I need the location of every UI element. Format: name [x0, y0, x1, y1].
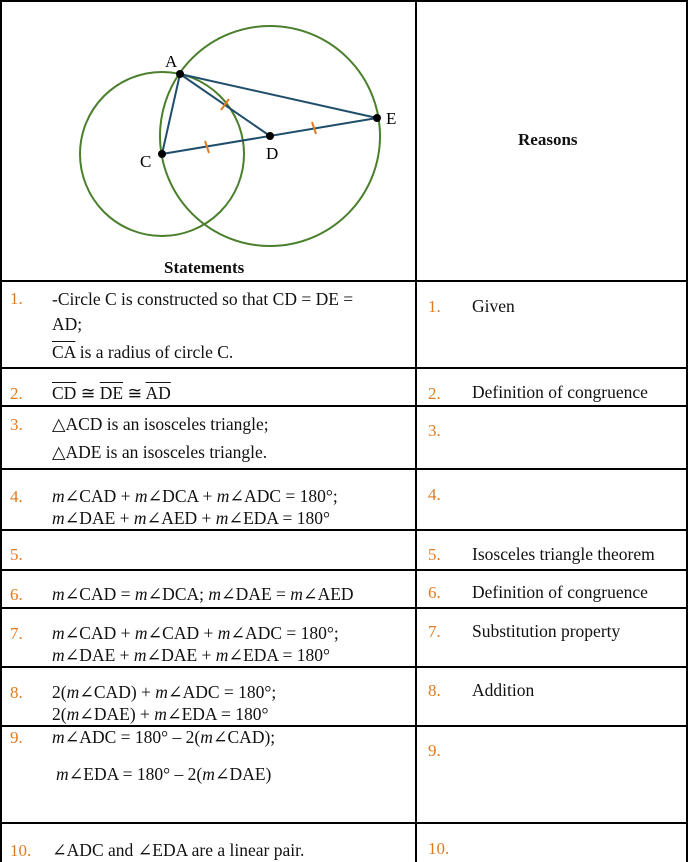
measure-symbol: m [216, 486, 230, 506]
reason-number: 3. [428, 421, 441, 440]
statement-fragment: ∠ADC = 180° – 2( [64, 727, 201, 747]
statement-fragment: ∠DAE + [64, 645, 134, 665]
measure-symbol: m [134, 486, 148, 506]
statement-fragment: 2( [52, 704, 67, 724]
segment-notation: $\overline{AD}$ [145, 383, 171, 403]
statement-text: ∠ADC and ∠EDA are a linear pair. [52, 840, 305, 860]
statement-text [52, 682, 276, 703]
statement-text: AD; [52, 314, 83, 334]
reasons-header: Reasons [518, 130, 578, 149]
measure-symbol: m [134, 584, 148, 604]
statement-fragment: ∠CAD) + [79, 682, 156, 702]
statement-text [52, 704, 268, 725]
statement-text [52, 342, 233, 363]
statement-number: 8. [10, 683, 23, 702]
statement-fragment: ∠DAE) [214, 764, 272, 784]
row-divider [0, 468, 688, 470]
measure-symbol: m [155, 682, 168, 702]
statement-fragment: ∠AED + [146, 508, 216, 528]
reason-number: 1. [428, 297, 441, 316]
label-a: A [165, 52, 178, 71]
point-c [158, 150, 166, 158]
statement-fragment: ∠CAD = [64, 584, 135, 604]
measure-symbol: m [52, 645, 65, 665]
congruence-symbol: ≅ [123, 383, 146, 403]
statement-fragment: ∠CAD + [147, 623, 218, 643]
reason-number: 9. [428, 741, 441, 760]
reason-text: Isosceles triangle theorem [472, 544, 655, 564]
statement-text [52, 645, 330, 666]
statement-fragment: ∠DAE + [64, 508, 134, 528]
statement-fragment: ∠DCA; [147, 584, 209, 604]
statement-number: 2. [10, 384, 23, 403]
measure-symbol: m [52, 623, 65, 643]
row-divider [0, 822, 688, 824]
statement-number: 7. [10, 624, 23, 643]
measure-symbol: m [66, 682, 80, 702]
label-c: C [140, 152, 152, 171]
statement-fragment: ∠DAE + [146, 645, 216, 665]
reason-number: 5. [428, 545, 441, 564]
reason-text: Given [472, 296, 515, 316]
measure-symbol: m [52, 508, 65, 528]
measure-symbol: m [134, 623, 148, 643]
statement-text: is a radius of circle C. [79, 342, 234, 362]
statement-fragment: ∠ADC = 180°; [230, 623, 339, 643]
segment-notation: $\overline{CA}$ [52, 342, 76, 362]
statement-text [56, 764, 271, 785]
measure-symbol: m [133, 645, 147, 665]
measure-symbol: m [66, 704, 80, 724]
point-e [373, 114, 381, 122]
reason-number: 10. [428, 839, 450, 858]
statement-text: -Circle C is constructed so that CD = DE = [52, 289, 354, 309]
statement-fragment: ∠CAD); [212, 727, 276, 747]
measure-symbol: m [133, 508, 147, 528]
measure-symbol: m [202, 764, 215, 784]
reason-number: 7. [428, 622, 441, 641]
measure-symbol: m [200, 727, 213, 747]
point-d [266, 132, 274, 140]
statement-number: 5. [10, 545, 23, 564]
measure-symbol: m [290, 584, 303, 604]
measure-symbol: m [217, 623, 231, 643]
statement-fragment: ∠EDA = 180° [228, 645, 330, 665]
statement-fragment: ∠EDA = 180° [166, 704, 269, 724]
statement-text: △ACD is an isosceles triangle; [52, 414, 269, 434]
reason-text: Addition [472, 680, 535, 700]
reason-number: 4. [428, 485, 441, 504]
measure-symbol: m [208, 584, 222, 604]
statement-number: 9. [10, 728, 23, 747]
measure-symbol: m [215, 645, 229, 665]
statement-text [52, 584, 354, 605]
statement-text [52, 383, 171, 404]
reason-number: 8. [428, 681, 441, 700]
label-e: E [386, 109, 397, 128]
statement-fragment: ∠AED [302, 584, 354, 604]
statement-fragment: ∠EDA = 180° [228, 508, 330, 528]
statement-fragment: ∠EDA = 180° – 2( [68, 764, 203, 784]
statement-fragment: ∠ADC = 180°; [167, 682, 277, 702]
label-d: D [266, 144, 279, 163]
point-a [176, 70, 184, 78]
measure-symbol: m [215, 508, 229, 528]
segment-ae [180, 74, 377, 118]
row-divider [0, 529, 688, 531]
statement-fragment: ∠CAD + [64, 486, 135, 506]
row-divider [0, 569, 688, 571]
statement-text [52, 486, 338, 507]
measure-symbol: m [56, 764, 69, 784]
statement-number: 6. [10, 585, 23, 604]
measure-symbol: m [52, 727, 65, 747]
statement-fragment: 2( [52, 682, 67, 702]
statement-text [52, 508, 330, 529]
statements-header: Statements [164, 258, 245, 277]
row-divider [0, 405, 688, 407]
measure-symbol: m [52, 486, 65, 506]
statement-fragment: ∠DAE) + [79, 704, 155, 724]
reason-number: 2. [428, 384, 441, 403]
circle-construction-figure [0, 0, 416, 282]
statement-number: 4. [10, 487, 23, 506]
segment-notation: $\overline{DE}$ [99, 383, 124, 403]
statement-fragment: ∠DAE = [221, 584, 291, 604]
measure-symbol: m [52, 584, 65, 604]
statement-number: 3. [10, 415, 23, 434]
reason-text: Definition of congruence [472, 582, 648, 602]
row-divider [0, 367, 688, 369]
statement-number: 10. [10, 841, 32, 860]
segment-notation: $\overline{CD}$ [52, 383, 77, 403]
statement-number: 1. [10, 289, 23, 308]
statement-text [52, 623, 339, 644]
statement-fragment: ∠CAD + [64, 623, 135, 643]
congruence-symbol: ≅ [76, 383, 100, 403]
reason-number: 6. [428, 583, 441, 602]
statement-text [52, 727, 275, 748]
row-divider [0, 666, 688, 668]
statement-fragment: ∠ADC = 180°; [229, 486, 338, 506]
statement-fragment: ∠DCA + [147, 486, 217, 506]
reason-text: Definition of congruence [472, 382, 648, 402]
statement-text: △ADE is an isosceles triangle. [52, 442, 268, 462]
reason-text: Substitution property [472, 621, 621, 641]
row-divider [0, 607, 688, 609]
measure-symbol: m [154, 704, 167, 724]
